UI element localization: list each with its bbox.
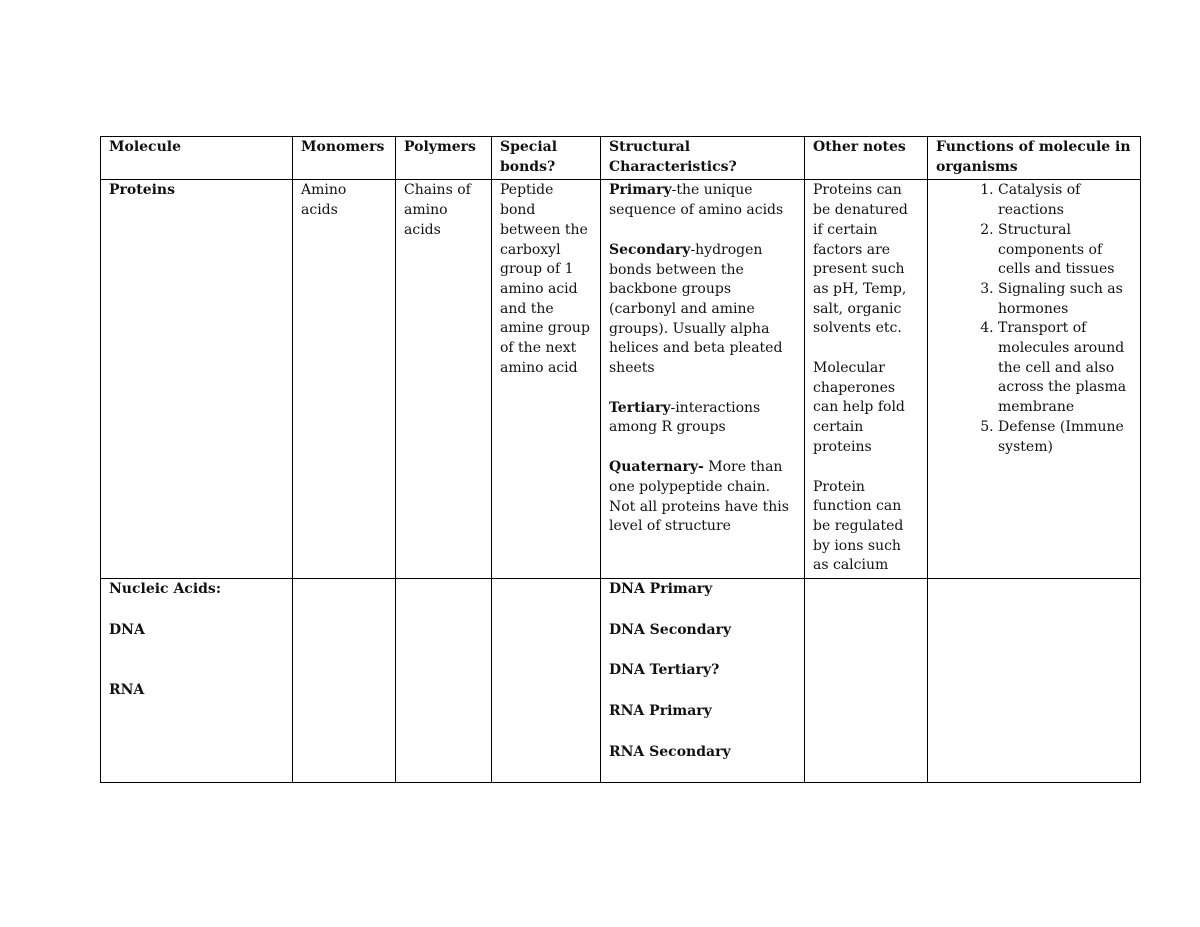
cell-proteins-special-bonds: Peptide bond between the carboxyl group of 1 amino acid and the amine group of the next amino acid (492, 180, 601, 579)
function-item: 5. Defense (Immune system) (998, 418, 1132, 457)
cell-proteins-molecule: Proteins (101, 180, 293, 579)
table-row-proteins (101, 180, 1141, 579)
header-structural: Structural Characteristics? (601, 137, 805, 180)
rna-primary: RNA Primary (609, 703, 712, 720)
header-molecule: Molecule (101, 137, 293, 180)
cell-nucleic-molecule (101, 579, 293, 783)
structural-quaternary (609, 458, 796, 537)
function-item: 4. Transport of molecules around the cell and also across the plasma membrane (998, 319, 1132, 418)
molecule-table (100, 136, 1141, 783)
cell-proteins-functions (928, 180, 1141, 579)
structural-quaternary-text: More than one polypeptide chain. Not all proteins have this level of structure (609, 459, 789, 535)
cell-nucleic-functions (928, 579, 1141, 783)
nucleic-acids-label: Nucleic Acids: (109, 581, 221, 598)
structural-secondary-text: -hydrogen bonds between the backbone groups (carbonyl and amine groups). Usually alpha helices and beta pleated sheets (609, 241, 783, 377)
dna-secondary: DNA Secondary (609, 621, 732, 638)
header-special-bonds: Special bonds? (492, 137, 601, 180)
header-other-notes: Other notes (805, 137, 928, 180)
rna-secondary: RNA Secondary (609, 743, 731, 760)
function-item: 3. Signaling such as hormones (998, 280, 1132, 319)
cell-nucleic-monomers (293, 579, 396, 783)
structural-tertiary-text: -interactions among R groups (609, 399, 761, 436)
dna-primary: DNA Primary (609, 581, 713, 598)
rna-label: RNA (109, 682, 145, 699)
cell-proteins-polymers: Chains of amino acids (396, 180, 492, 579)
structural-quaternary-label: Quaternary- (609, 459, 704, 476)
structural-tertiary-label: Tertiary (609, 399, 671, 416)
structural-primary-label: Primary (609, 182, 672, 199)
note-chaperones: Molecular chaperones can help fold certain proteins (813, 360, 905, 455)
note-regulation: Protein function can be regulated by ions such as calcium (813, 478, 904, 574)
structural-secondary (609, 241, 796, 379)
header-functions: Functions of molecule in organisms (928, 137, 1141, 180)
cell-nucleic-structural (601, 579, 805, 783)
cell-nucleic-special-bonds (492, 579, 601, 783)
function-item: 2. Structural components of cells and tissues (998, 221, 1132, 280)
structural-secondary-label: Secondary (609, 241, 691, 258)
header-monomers: Monomers (293, 137, 396, 180)
cell-nucleic-polymers (396, 579, 492, 783)
dna-label: DNA (109, 621, 145, 638)
structural-primary-text: -the unique sequence of amino acids (609, 182, 784, 219)
header-row (101, 137, 1141, 180)
structural-tertiary (609, 399, 796, 438)
header-polymers: Polymers (396, 137, 492, 180)
cell-proteins-monomers: Amino acids (293, 180, 396, 579)
table-row-nucleic-acids (101, 579, 1141, 783)
note-denatured: Proteins can be denatured if certain factors are present such as pH, Temp, salt, organic solvents etc. (813, 182, 908, 337)
dna-tertiary: DNA Tertiary? (609, 662, 720, 679)
cell-nucleic-other-notes (805, 579, 928, 783)
functions-list (936, 181, 1132, 457)
structural-primary (609, 181, 796, 220)
cell-proteins-structural (601, 180, 805, 579)
cell-proteins-other-notes (805, 180, 928, 579)
function-item: 1. Catalysis of reactions (998, 181, 1132, 220)
